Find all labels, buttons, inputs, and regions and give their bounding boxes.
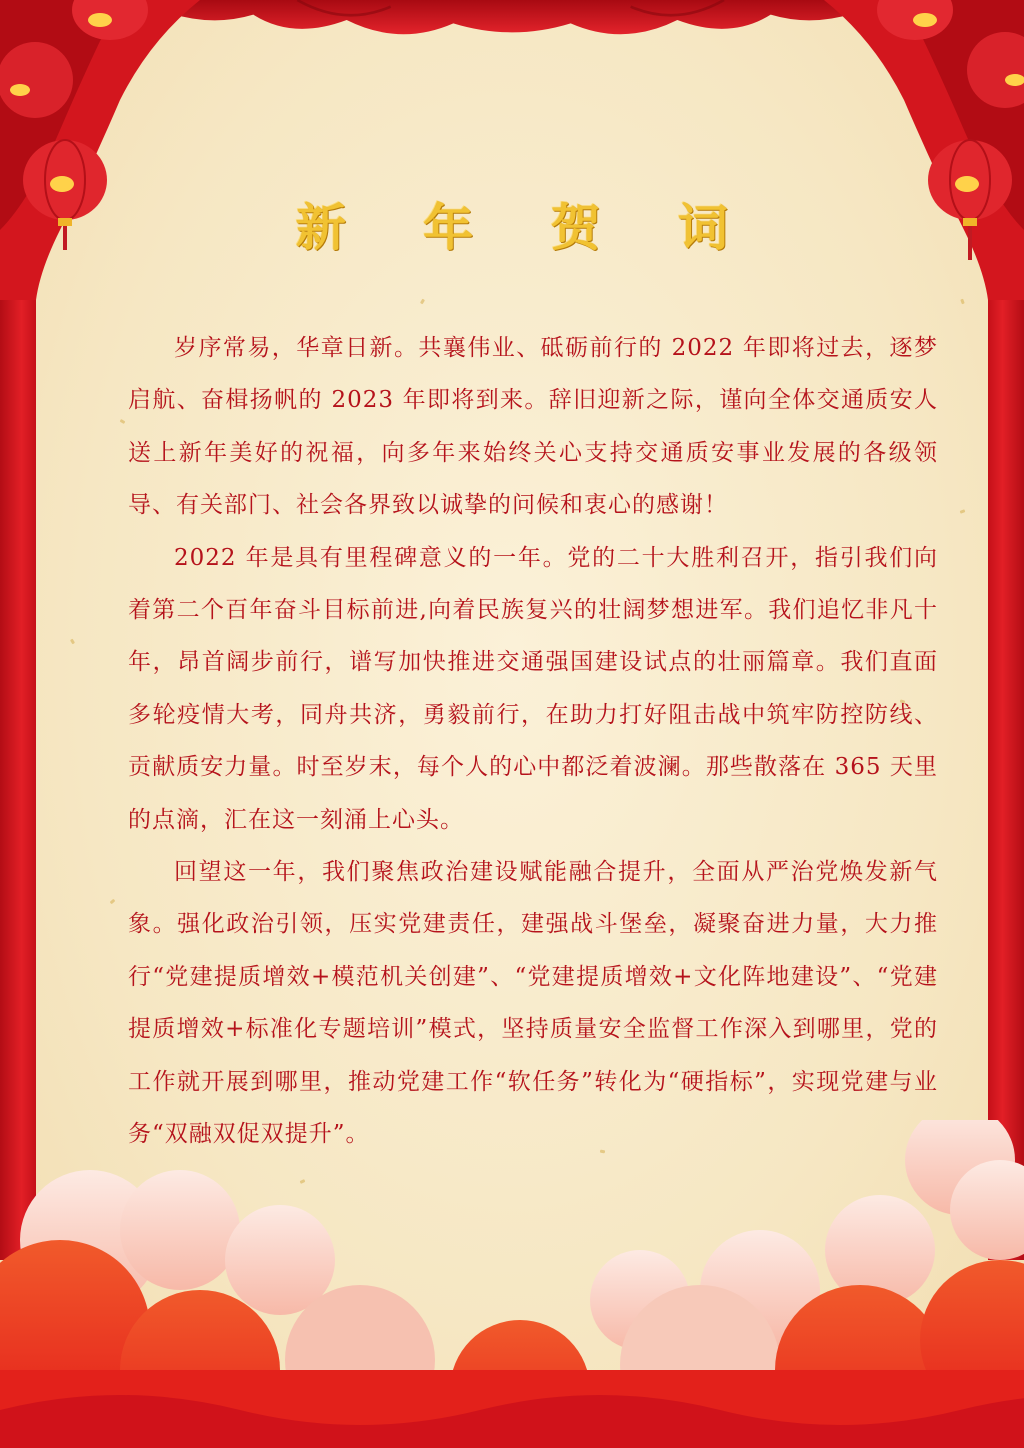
left-red-border	[0, 250, 36, 1260]
right-red-border	[988, 250, 1024, 1260]
paragraph: 回望这一年，我们聚焦政治建设赋能融合提升，全面从严治党焕发新气象。强化政治引领，压实党建责任，建强战斗堡垒，凝聚奋进力量，大力推行“党建提质增效+模范机关创建”、“党建提质增效+文化阵地建设”、“党建提质增效+标准化专题培训”模式，坚持质量安全监督工作深入到哪里，党的工作就开展到哪里，推动党建工作“软任务”转化为“硬指标”，实现党建与业务“双融双促双提升”。	[128, 859, 938, 1148]
bottom-clouds	[0, 1120, 1024, 1448]
paragraph: 岁序常易，华章日新。共襄伟业、砥砺前行的 2022 年即将过去，逐梦启航、奋楫扬帆的 2023 年即将到来。辞旧迎新之际，谨向全体交通质安人送上新年美好的祝福，向多年来始终关心支持交通质安事业发展的各级领导、有关部门、社会各界致以诚挚的问候和衷心的感谢！	[128, 335, 938, 519]
lantern-icon	[70, 0, 150, 60]
letter-body	[128, 322, 938, 1161]
lantern-icon	[960, 20, 1024, 130]
page-title: 新 年 贺 词	[295, 198, 759, 257]
lantern-icon	[875, 0, 955, 60]
paragraph: 2022 年是具有里程碑意义的一年。党的二十大胜利召开，指引我们向着第二个百年奋斗目标前进,向着民族复兴的壮阔梦想进军。我们追忆非凡十年，昂首阔步前行，谱写加快推进交通强国建设试点的壮丽篇章。我们直面多轮疫情大考，同舟共济，勇毅前行，在助力打好阻击战中筑牢防控防线、贡献质安力量。时至岁末，每个人的心中都泛着波澜。那些散落在 365 天里的点滴，汇在这一刻涌上心头。	[128, 544, 938, 833]
lantern-icon	[0, 30, 80, 140]
